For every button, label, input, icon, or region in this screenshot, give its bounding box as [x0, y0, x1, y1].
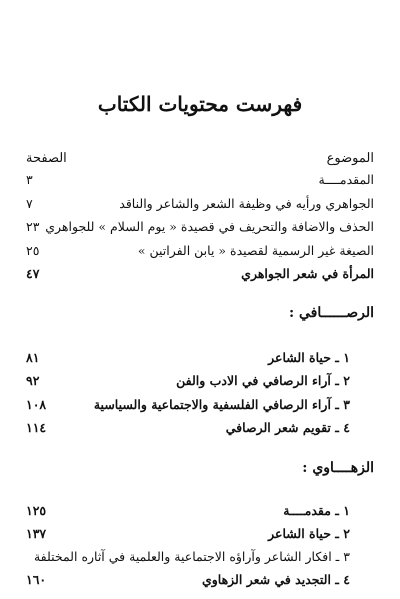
entry-label: ٣ ـ افكار الشاعر وآراؤه الاجتماعية والعلمية في آثاره المختلفة [33, 549, 350, 564]
entry-page: ١٣٧ [26, 526, 47, 541]
list-item [26, 350, 374, 365]
entry-page: ٩٢ [26, 373, 40, 388]
entry-label: ٢ ـ حياة الشاعر [268, 526, 350, 541]
entry-label: ١ ـ حياة الشاعر [268, 350, 350, 365]
entry-label: الجواهري ورأيه في وظيفة الشعر والشاعر والناقد [119, 196, 374, 211]
entry-label: ٤ ـ التجديد في شعر الزهاوي [201, 572, 350, 587]
list-item [26, 172, 374, 187]
entry-label: ٣ ـ آراء الرصافي الفلسفية والاجتماعية والسياسية [93, 397, 350, 412]
list-item [26, 526, 374, 541]
entry-label: ٢ ـ آراء الرصافي في الادب والفن [176, 373, 350, 388]
list-item [26, 266, 374, 281]
section-heading-zahawi: الزهــــاوي : [302, 460, 374, 476]
list-item [26, 420, 374, 435]
entry-page: ١٢٥ [26, 503, 47, 518]
section-heading-rusafi: الرصــــــافي : [288, 305, 374, 321]
list-item [26, 397, 374, 412]
entry-page: ٤٧ [26, 266, 40, 281]
entry-page: ٢٥ [26, 243, 40, 258]
entry-label: الحذف والاضافة والتحريف في قصيدة « يوم السلام » للجواهري [45, 219, 374, 234]
entry-page: ٣ [26, 172, 33, 187]
page-title: فهرست محتويات الكتاب [97, 92, 303, 116]
entry-page: ١١٤ [26, 420, 47, 435]
entry-label: ٤ ـ تقويم شعر الرصافي [225, 420, 350, 435]
entry-label: المرأة في شعر الجواهري [241, 266, 374, 281]
list-item [26, 549, 374, 564]
entry-page: ١٠٨ [26, 397, 47, 412]
list-item [26, 572, 374, 587]
entry-page: ٢٣ [26, 219, 40, 234]
list-item [26, 503, 374, 518]
entry-label: الصيغة غير الرسمية لقصيدة « يابن الفراتين » [137, 243, 374, 258]
entry-page: ٧ [26, 196, 33, 211]
header-row [26, 151, 374, 166]
list-item [26, 243, 374, 258]
list-item [26, 219, 374, 234]
entry-label: ١ ـ مقدمــــة [283, 503, 350, 518]
entry-page: ١٦٠ [26, 572, 47, 587]
list-item [26, 196, 374, 211]
page-header: الصفحة [26, 151, 67, 166]
entry-page: ٨١ [26, 350, 40, 365]
entry-label: المقدمــــة [318, 172, 374, 187]
topic-header: الموضوع [326, 151, 374, 166]
list-item [26, 373, 374, 388]
